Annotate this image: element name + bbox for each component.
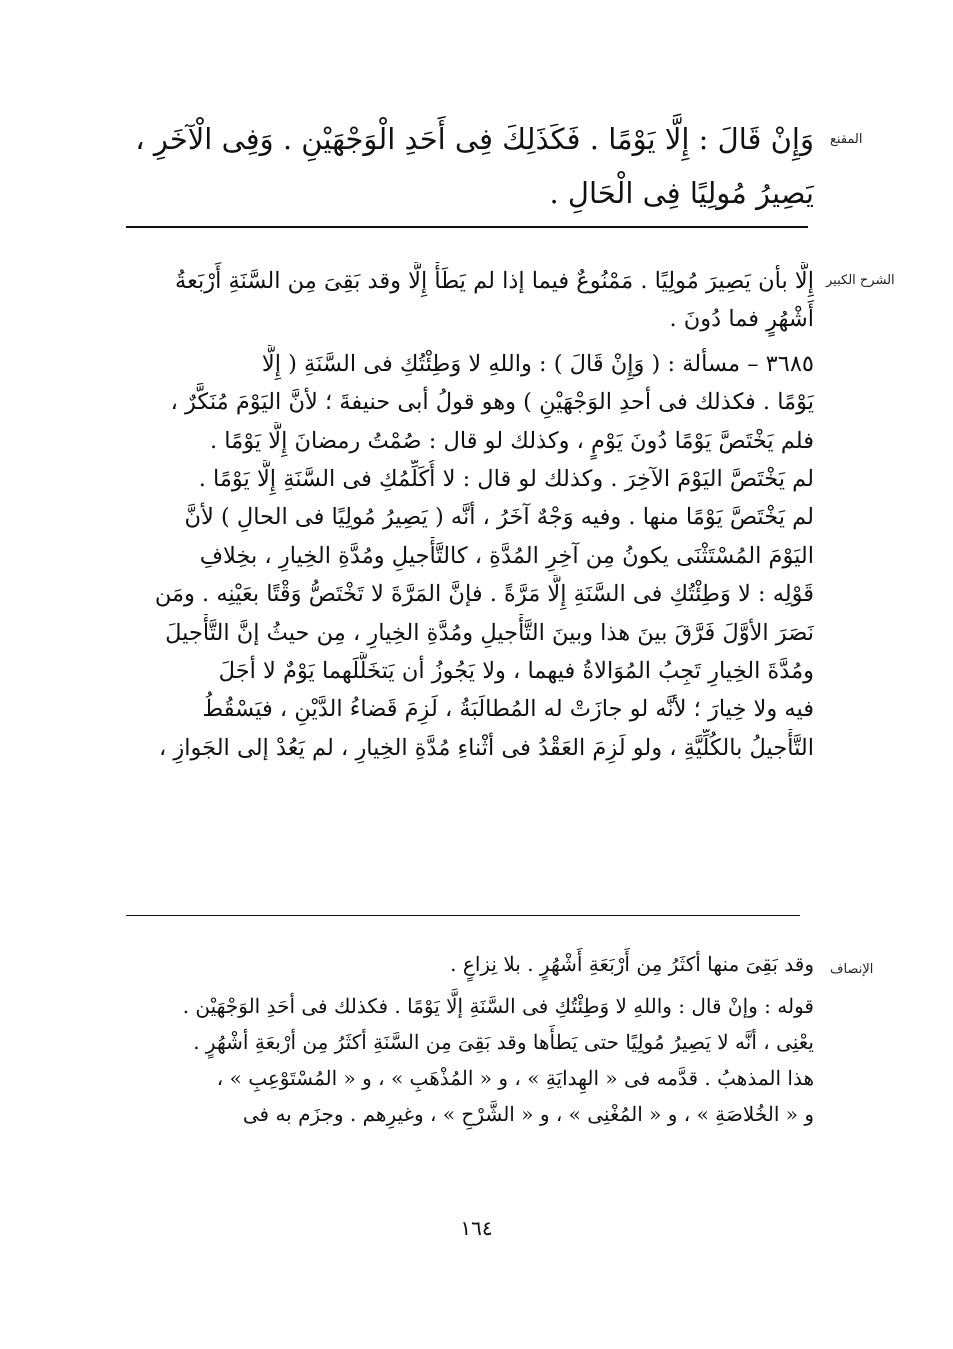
sharh-text xyxy=(118,262,814,767)
page-number: ١٦٤ xyxy=(460,1216,493,1240)
insaf-text xyxy=(118,946,814,1132)
insaf-line: وقد بَقِىَ منها أكثَرُ مِن أَرْبَعَةِ أَشْهُرٍ . بلا نِزاعٍ . xyxy=(450,952,814,976)
insaf-label: الإنصاف xyxy=(830,962,874,977)
sharh-label: الشرح الكبير xyxy=(826,273,895,288)
insaf-line: يعْنِى ، أنَّه لا يَصِيرُ مُولِيًا حتى يَطأَها وقد بَقِىَ مِن السَّنَةِ أكثَرُ مِن أرْبعَةِ أشْهُرٍ . xyxy=(193,1030,814,1054)
sharh-line: ومُدَّةَ الخِيارِ تَجِبُ المُوَالاةُ فيهما ، ولا يَجُوزُ أن يَتخَلَّلَهما يَوْمٌ لا أجَلَ xyxy=(218,657,814,684)
sharh-line: اليَوْمَ المُسْتَثْنَى يكونُ مِن آخِرِ المُدَّةِ ، كالتَّأْجيلِ ومُدَّةِ الخِيارِ ، بخِلافِ xyxy=(199,542,814,569)
sharh-line-masala: ٣٦٨٥ – مسألة : ( وَإِنْ قَالَ ) : واللهِ لا وَطِئْتُكِ فى السَّنَةِ ( إِلَّا xyxy=(261,350,814,377)
sharh-line: قَوْلِه : لا وَطِئْتُكِ فى السَّنَةِ إِلَّا مَرَّةً . فإنَّ المَرَّةَ لا تَخْتَصُّ وَقْتًا بعَيْنِه . ومَن xyxy=(154,581,814,608)
sharh-line: نَصَرَ الأوَّلَ فَرَّقَ بينَ هذا وبينَ التَّأْجيلِ ومُدَّةِ الخِيارِ ، مِن حيثُ إنَّ التَّأْجيلَ xyxy=(165,619,814,646)
sharh-line: يَوْمًا . فكذلك فى أحدِ الوَجْهَيْنِ ) وهو قولُ أبى حنيفةَ ؛ لأنَّ اليَوْمَ مُنَكَّرٌ ، xyxy=(170,389,814,416)
section-divider-thick xyxy=(126,226,808,228)
muqni-line: يَصِيرُ مُولِيًا فِى الْحَالِ . xyxy=(549,176,814,210)
sharh-line: لم يَخْتَصَّ اليَوْمَ الآخِرَ . وكذلك لو قال : لا أُكَلِّمُكِ فى السَّنَةِ إِلَّا يَوْمًا . xyxy=(198,465,814,492)
sharh-line: إِلَّا بأن يَصِيرَ مُولِيًا . مَمْنُوعٌ فيما إذا لم يَطَأْ إِلَّا وقد بَقِىَ مِن السَّنَةِ أَرْبَعةُ xyxy=(175,268,814,294)
section-divider-thin xyxy=(126,915,800,916)
sharh-line: لم يَخْتَصَّ يَوْمًا منها . وفيه وَجْهٌ آخَرُ ، أنَّه ( يَصِيرُ مُولِيًا فى الحالِ ) لأنَّ xyxy=(184,504,814,531)
sharh-line: التَّأْجيلُ بالكُلِّيَّةِ ، ولو لَزِمَ العَقْدُ فى أثْناءِ مُدَّةِ الخِيارِ ، لم يَعُدْ إلى الجَوازِ ، xyxy=(159,734,814,761)
muqni-line: وَإِنْ قَالَ : إِلَّا يَوْمًا . فَكَذَلِكَ فِى أَحَدِ الْوَجْهَيْنِ . وَفِى الْآخَرِ ، xyxy=(135,122,814,156)
insaf-line: هذا المذهبُ . قدَّمه فى « الهِدايَةِ » ، و « المُذْهَبِ » ، و « المُسْتَوْعِبِ » ، xyxy=(216,1066,814,1090)
sharh-line: أَشْهُرٍ فما دُونَ . xyxy=(669,306,814,333)
insaf-line: قوله : وإنْ قال : واللهِ لا وَطِئْتُكِ فى السَّنَةِ إلَّا يَوْمًا . فكذلك فى أحَدِ الوَجْهَيْن . xyxy=(182,994,814,1018)
muqni-text xyxy=(118,112,814,220)
insaf-line: و « الخُلاصَةِ » ، و « المُغْنِى » ، و « الشَّرْحِ » ، وغيرِهم . وجزَم به فى xyxy=(242,1102,814,1126)
muqni-label: المقنع xyxy=(830,132,863,147)
sharh-line: فلم يَخْتَصَّ يَوْمًا دُونَ يَوْمٍ ، وكذلك لو قال : صُمْتُ رمضانَ إِلَّا يَوْمًا . xyxy=(210,427,814,454)
sharh-line: فيه ولا خِيارَ ؛ لأنَّه لو جازَتْ له المُطالَبَةُ ، لَزِمَ قَضاءُ الدَّيْنِ ، فيَسْقُطُ xyxy=(202,696,814,723)
